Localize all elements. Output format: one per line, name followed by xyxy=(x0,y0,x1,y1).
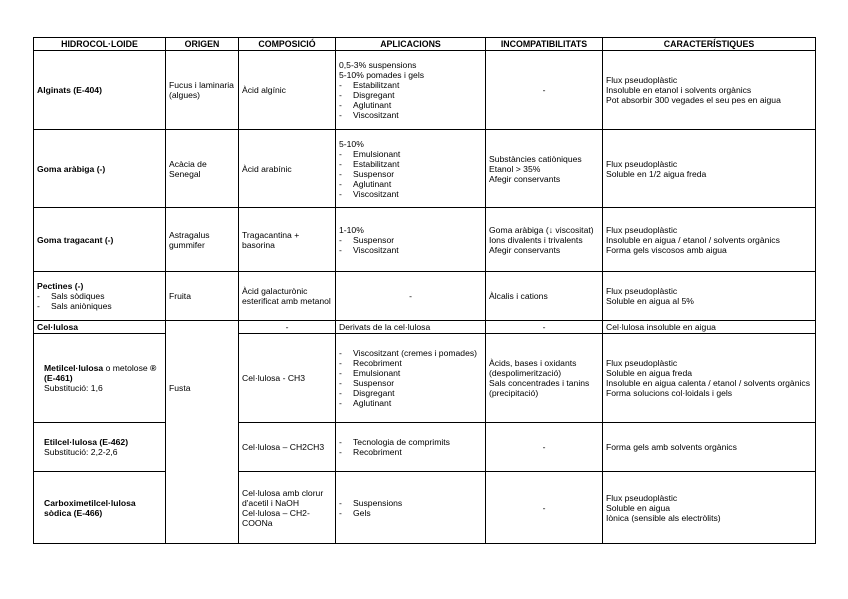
alginats-char: Flux pseudoplàstic xyxy=(606,75,678,85)
pectines-name-cell xyxy=(34,272,166,321)
header-origen: ORIGEN xyxy=(166,38,239,51)
goma-arabiga-char: Flux pseudoplàstic xyxy=(606,158,678,169)
alginats-incompat: - xyxy=(486,51,603,130)
goma-tragacant-origin: Astragalus gummifer xyxy=(166,208,239,272)
alginats-app-item: - Estabilitzant xyxy=(339,80,482,90)
alginats-composition: Àcid algínic xyxy=(239,51,336,130)
carboximetil-app-item: - Gels xyxy=(339,508,482,518)
goma-tragacant-incompat xyxy=(486,208,603,272)
metilcellulosa-name: Metilcel·lulosa xyxy=(44,363,104,373)
header-composicio: COMPOSICIÓ xyxy=(239,38,336,51)
goma-tragacant-app-item: - Suspensor xyxy=(339,235,482,245)
row-goma-arabiga xyxy=(34,130,816,208)
goma-arabiga-applications xyxy=(336,130,486,208)
goma-arabiga-chars xyxy=(603,130,816,208)
goma-tragacant-incompat-line: Goma aràbiga (↓ viscositat) xyxy=(489,224,594,235)
metilcellulosa-chars xyxy=(603,334,816,423)
etilcellulosa-app-item: - Tecnologia de comprimits xyxy=(339,437,482,447)
row-pectines xyxy=(34,272,816,321)
header-row xyxy=(34,38,816,51)
metilcellulosa-app-item: - Viscositzant (cremes i pomades) xyxy=(339,348,482,358)
cellulosa-applications: Derivats de la cel·lulosa xyxy=(336,321,486,334)
pectines-subtype: - Sals aniòniques xyxy=(37,301,162,311)
goma-arabiga-name: Goma aràbiga (-) xyxy=(34,130,166,208)
header-incompatibilitats: INCOMPATIBILITATS xyxy=(486,38,603,51)
pectines-applications: - xyxy=(336,272,486,321)
etilcellulosa-substitution: Substitució: 2,2-2,6 xyxy=(44,447,118,457)
metilcellulosa-composition: Cel·lulosa - CH3 xyxy=(239,334,336,423)
goma-arabiga-incompat-line: Etanol > 35% xyxy=(489,163,541,174)
etilcellulosa-name: Etilcel·lulosa (E-462) xyxy=(44,437,129,447)
metilcellulosa-name-cell xyxy=(34,334,166,423)
goma-arabiga-app-line: 5-10% xyxy=(339,138,364,149)
goma-arabiga-app-item: - Aglutinant xyxy=(339,179,482,189)
cellulosa-composition: - xyxy=(239,321,336,334)
cellulosa-name: Cel·lulosa xyxy=(34,321,166,334)
header-hidrocolloide: HIDROCOL·LOIDE xyxy=(34,38,166,51)
alginats-app-line: 5-10% pomades i gels xyxy=(339,70,425,80)
pectines-chars xyxy=(603,272,816,321)
goma-tragacant-char: Insoluble en aigua / etanol / solvents orgànics xyxy=(606,234,780,245)
alginats-chars xyxy=(603,51,816,130)
goma-tragacant-incompat-line: Ions divalents i trivalents xyxy=(489,234,583,245)
metilcellulosa-incompat-line: Sals concentrades i tanins (precipitació) xyxy=(489,378,590,398)
carboximetil-app-item: - Suspensions xyxy=(339,498,482,508)
goma-arabiga-origin: Acàcia de Senegal xyxy=(166,130,239,208)
goma-arabiga-app-item: - Estabilitzant xyxy=(339,159,482,169)
etilcellulosa-name-cell xyxy=(34,423,166,472)
pectines-char: Flux pseudoplàstic xyxy=(606,286,678,296)
carboximetil-incompat: - xyxy=(486,472,603,544)
carboximetil-composition-line: Cel·lulosa – CH2-COONa xyxy=(242,507,310,528)
goma-tragacant-name: Goma tragacant (-) xyxy=(34,208,166,272)
goma-arabiga-app-item: - Suspensor xyxy=(339,169,482,179)
carboximetil-char: Soluble en aigua xyxy=(606,502,671,513)
alginats-char: Pot absorbir 300 vegades el seu pes en aigua xyxy=(606,95,781,105)
carboximetil-applications xyxy=(336,472,486,544)
goma-tragacant-chars xyxy=(603,208,816,272)
etilcellulosa-chars: Forma gels amb solvents orgànics xyxy=(603,423,816,472)
carboximetil-chars xyxy=(603,472,816,544)
metilcellulosa-app-item: - Disgregant xyxy=(339,388,482,398)
header-caracteristiques: CARACTERÍSTIQUES xyxy=(603,38,816,51)
alginats-applications xyxy=(336,51,486,130)
carboximetil-char: Flux pseudoplàstic xyxy=(606,492,678,503)
hydrocolloids-table xyxy=(33,37,816,544)
row-goma-tragacant xyxy=(34,208,816,272)
pectines-subtype: - Sals sòdiques xyxy=(37,291,162,301)
metilcellulosa-applications xyxy=(336,334,486,423)
cellulosa-incompat: - xyxy=(486,321,603,334)
cellulosa-origin: Fusta xyxy=(166,321,239,544)
goma-tragacant-incompat-line: Afegir conservants xyxy=(489,244,561,255)
metilcellulosa-substitution: Substitució: 1,6 xyxy=(44,383,103,393)
goma-arabiga-incompat xyxy=(486,130,603,208)
etilcellulosa-incompat: - xyxy=(486,423,603,472)
metilcellulosa-char: Forma solucions col·loidals i gels xyxy=(606,388,733,398)
metilcellulosa-char: Soluble en aigua freda xyxy=(606,368,693,378)
goma-arabiga-composition: Àcid arabínic xyxy=(239,130,336,208)
pectines-char: Soluble en aigua al 5% xyxy=(606,296,694,306)
carboximetil-name: Carboximetilcel·lulosa sòdica (E-466) xyxy=(34,472,166,544)
alginats-char: Insoluble en etanol i solvents orgànics xyxy=(606,85,752,95)
alginats-name: Alginats (E-404) xyxy=(34,51,166,130)
alginats-app-line: 0,5-3% suspensions xyxy=(339,60,417,70)
goma-tragacant-applications xyxy=(336,208,486,272)
alginats-origin: Fucus i laminaria (algues) xyxy=(166,51,239,130)
goma-tragacant-app-item: - Viscositzant xyxy=(339,245,482,255)
etilcellulosa-app-item: - Recobriment xyxy=(339,447,482,457)
row-carboximetilcellulosa xyxy=(34,472,816,544)
carboximetil-char: Iònica (sensible als electròlits) xyxy=(606,512,721,523)
alginats-app-item: - Aglutinant xyxy=(339,100,482,110)
goma-arabiga-incompat-line: Substàncies catiòniques xyxy=(489,153,582,164)
metilcellulosa-app-item: - Aglutinant xyxy=(339,398,482,408)
goma-arabiga-char: Soluble en 1/2 aigua freda xyxy=(606,168,707,179)
metilcellulosa-incompat-line: Àcids, bases i oxidants (despolimerització) xyxy=(489,358,577,378)
etilcellulosa-applications xyxy=(336,423,486,472)
metilcellulosa-code: ® (E-461) xyxy=(44,363,157,383)
metilcellulosa-incompat xyxy=(486,334,603,423)
alginats-app-item: - Viscositzant xyxy=(339,110,482,120)
header-aplicacions: APLICACIONS xyxy=(336,38,486,51)
pectines-name: Pectines (-) xyxy=(37,281,84,291)
goma-tragacant-char: Flux pseudoplàstic xyxy=(606,224,678,235)
row-cellulosa xyxy=(34,321,816,334)
pectines-origin: Fruita xyxy=(166,272,239,321)
etilcellulosa-composition: Cel·lulosa – CH2CH3 xyxy=(239,423,336,472)
cellulosa-chars: Cel·lulosa insoluble en aigua xyxy=(603,321,816,334)
pectines-composition: Àcid galacturònic esterificat amb metanol xyxy=(239,272,336,321)
goma-arabiga-app-item: - Viscositzant xyxy=(339,189,482,199)
metilcellulosa-alias: o metolose xyxy=(103,363,148,373)
goma-arabiga-incompat-line: Afegir conservants xyxy=(489,173,561,184)
metilcellulosa-app-item: - Recobriment xyxy=(339,358,482,368)
carboximetil-composition-line: Cel·lulosa amb clorur d'acetil i NaOH xyxy=(242,487,324,508)
goma-arabiga-app-item: - Emulsionant xyxy=(339,149,482,159)
pectines-incompat: Àlcalis i cations xyxy=(486,272,603,321)
row-alginats xyxy=(34,51,816,130)
goma-tragacant-composition: Tragacantina + basorina xyxy=(239,208,336,272)
goma-tragacant-char: Forma gels viscosos amb aigua xyxy=(606,244,727,255)
alginats-app-item: - Disgregant xyxy=(339,90,482,100)
row-metilcellulosa xyxy=(34,334,816,423)
metilcellulosa-app-item: - Suspensor xyxy=(339,378,482,388)
metilcellulosa-app-item: - Emulsionant xyxy=(339,368,482,378)
metilcellulosa-char: Flux pseudoplàstic xyxy=(606,358,678,368)
carboximetil-composition xyxy=(239,472,336,544)
row-etilcellulosa xyxy=(34,423,816,472)
goma-tragacant-app-line: 1-10% xyxy=(339,224,364,235)
metilcellulosa-char: Insoluble en aigua calenta / etanol / solvents orgànics xyxy=(606,378,810,388)
